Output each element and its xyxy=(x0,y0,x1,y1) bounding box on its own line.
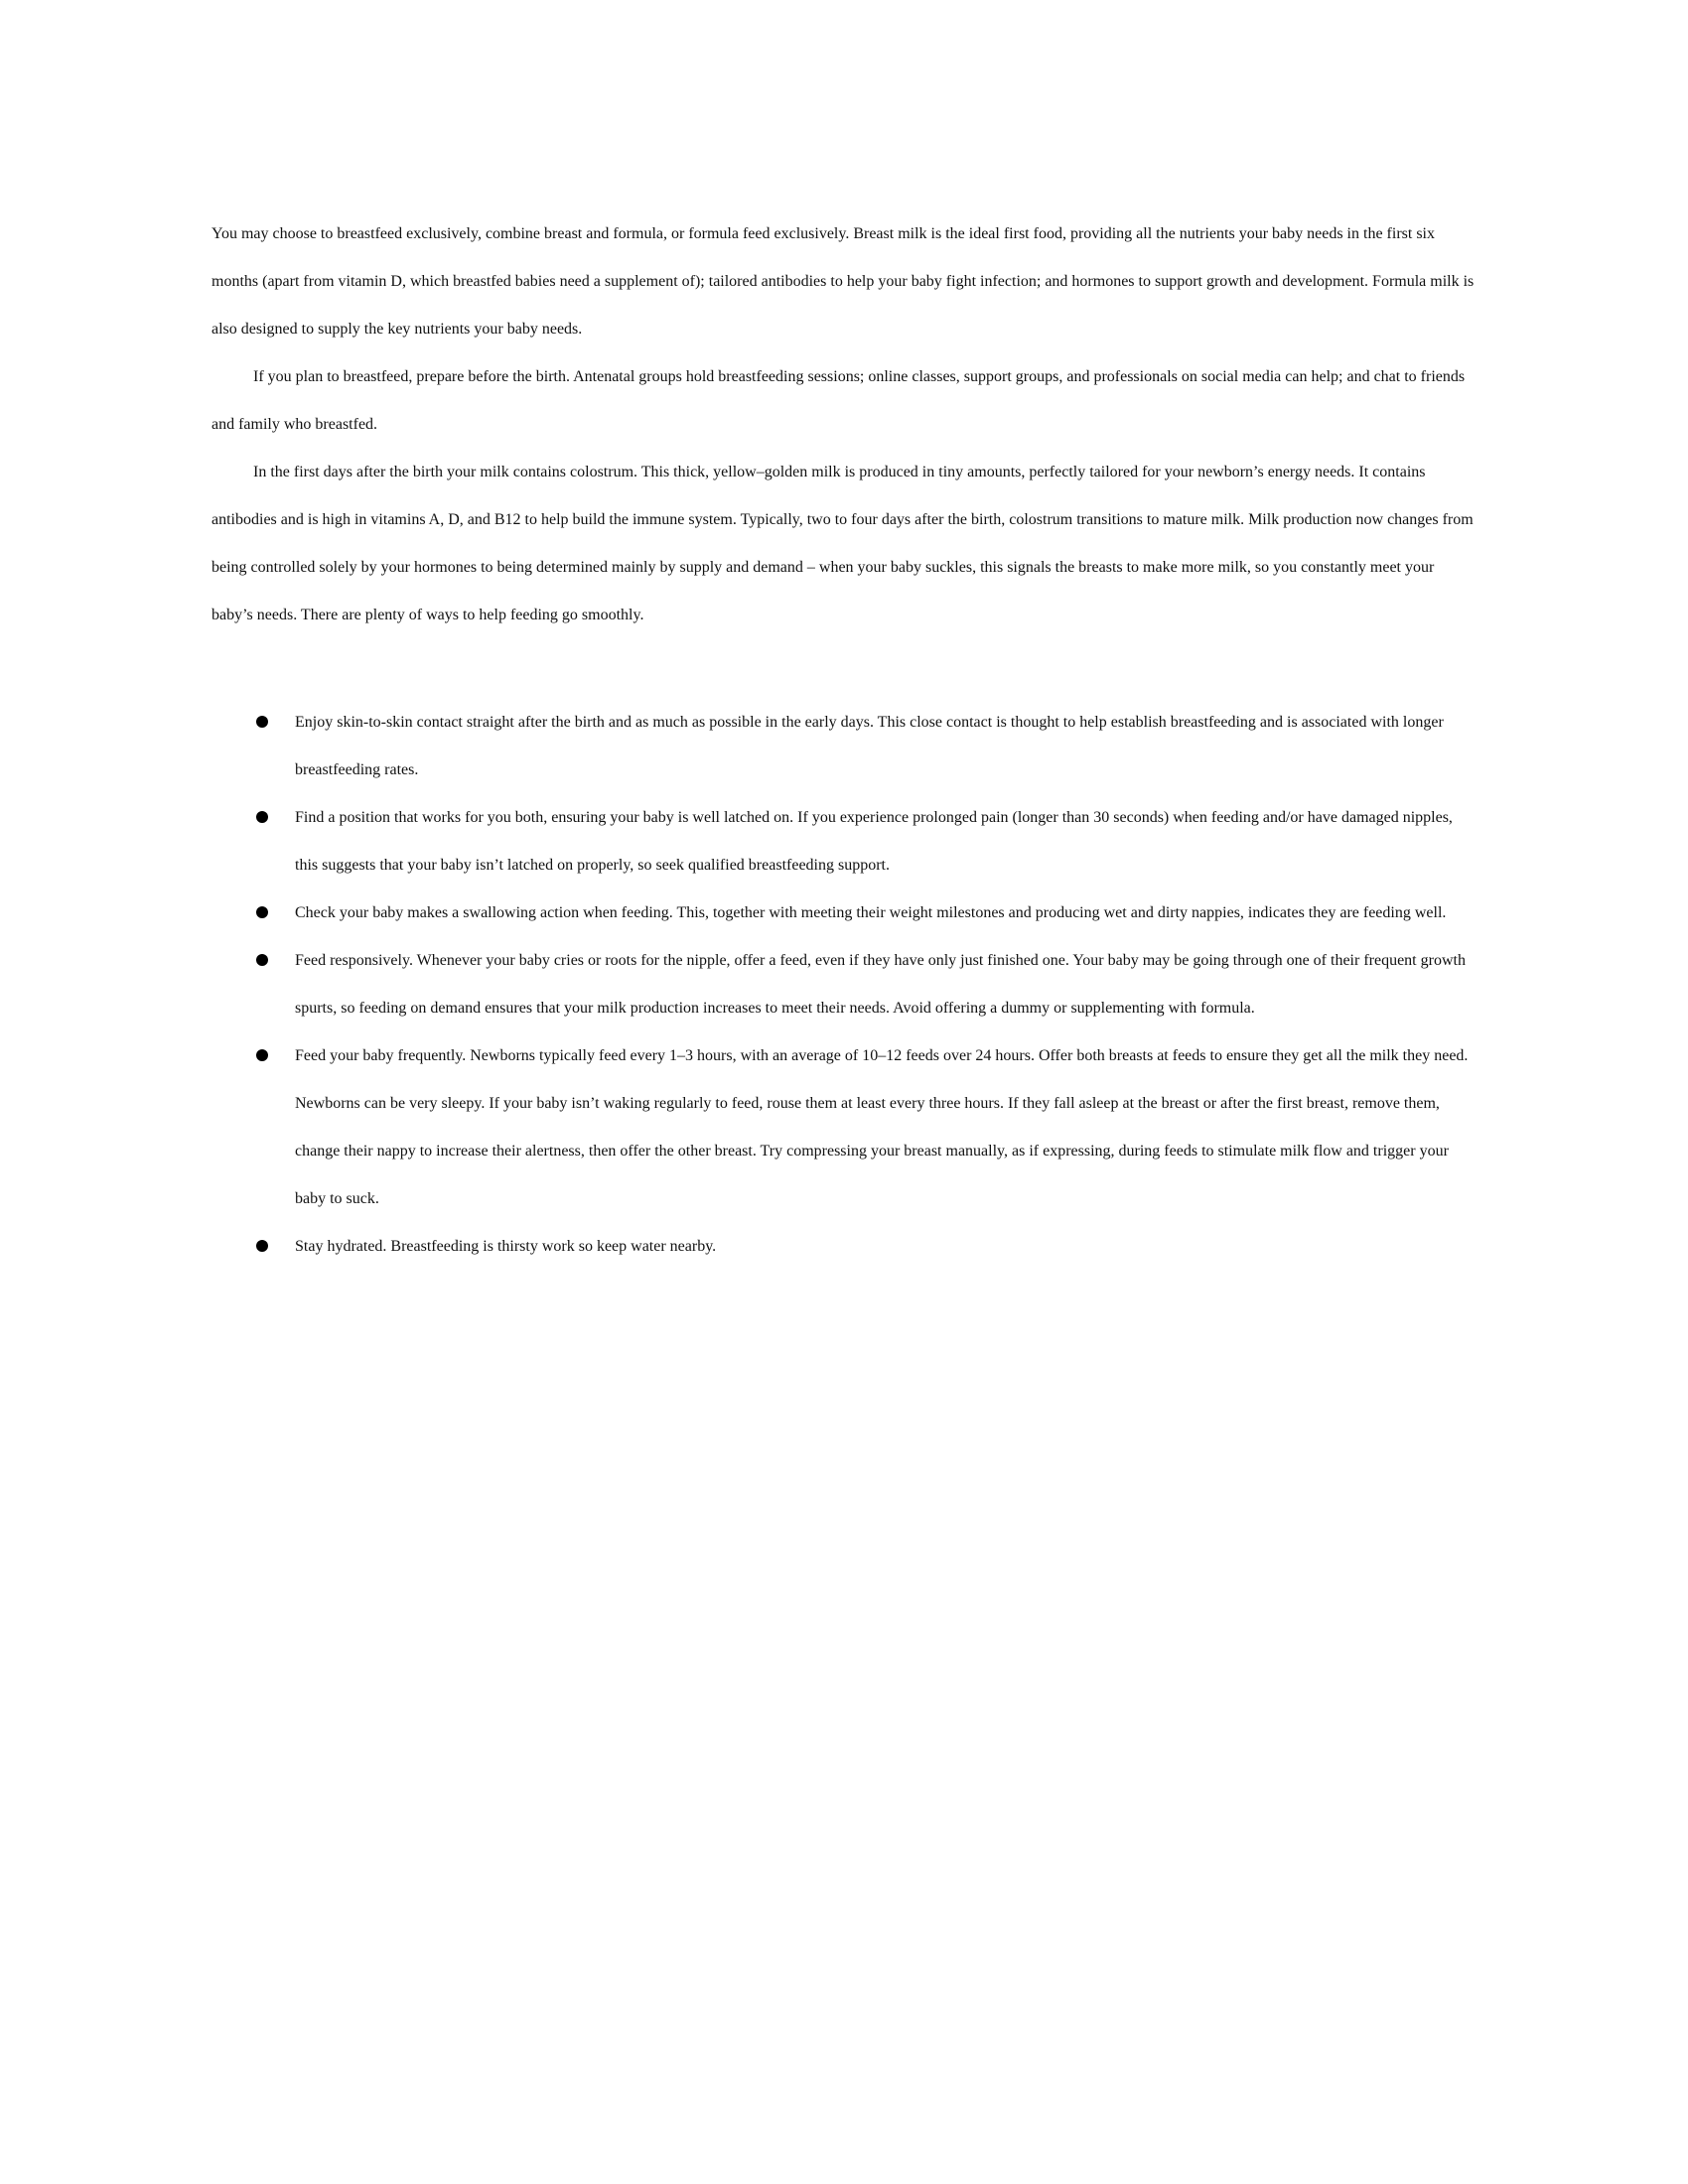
list-item xyxy=(211,794,1477,889)
bullet-icon xyxy=(256,716,268,728)
bullet-icon xyxy=(256,811,268,823)
colostrum-paragraph: In the first days after the birth your milk contains colostrum. This thick, yellow–golden milk is produced in tiny amounts, perfectly tailored for your newborn’s energy needs. It contains antibodies and is high in vitamins A, D, and B12 to help build the immune system. Typically, two to four days after the birth, colostrum transitions to mature milk. Milk production now changes from being controlled solely by your hormones to being determined mainly by supply and demand – when your baby suckles, this signals the breasts to make more milk, so you constantly meet your baby’s needs. There are plenty of ways to help feeding go smoothly. xyxy=(211,464,1474,623)
list-item-text: Feed responsively. Whenever your baby cries or roots for the nipple, offer a feed, even if they have only just finished one. Your baby may be going through one of their frequent growth spurts, so feeding on demand ensures that your milk production increases to meet their needs. Avoid offering a dummy or supplementing with formula. xyxy=(295,952,1466,1017)
preparation-paragraph: If you plan to breastfeed, prepare before the birth. Antenatal groups hold breastfeeding sessions; online classes, support groups, and professionals on social media can help; and chat to friends and family who breastfed. xyxy=(211,368,1466,433)
list-item-text: Enjoy skin-to-skin contact straight after the birth and as much as possible in the early days. This close contact is thought to help establish breastfeeding and is associated with longer breastfeeding rates. xyxy=(295,714,1444,778)
intro-paragraph: You may choose to breastfeed exclusively, combine breast and formula, or formula feed exclusively. Breast milk is the ideal first food, providing all the nutrients your baby needs in the first six months (apart from vitamin D, which breastfed babies need a supplement of); tailored antibodies to help your baby fight infection; and hormones to support growth and development. Formula milk is also designed to supply the key nutrients your baby needs. xyxy=(211,225,1475,338)
list-item-text: Find a position that works for you both, ensuring your baby is well latched on. If you experience prolonged pain (longer than 30 seconds) when feeding and/or have damaged nipples, this suggests that your baby isn’t latched on properly, so seek qualified breastfeeding support. xyxy=(295,809,1453,874)
document-body xyxy=(211,210,1477,1271)
list-item xyxy=(211,1032,1477,1223)
list-item-text: Feed your baby frequently. Newborns typically feed every 1–3 hours, with an average of 10–12 feeds over 24 hours. Offer both breasts at feeds to ensure they get all the milk they need. Newborns can be very sleepy. If your baby isn’t waking regularly to feed, rouse them at least every three hours. If they fall asleep at the breast or after the first breast, remove them, change their nappy to increase their alertness, then offer the other breast. Try compressing your breast manually, as if expressing, during feeds to stimulate milk flow and trigger your baby to suck. xyxy=(295,1047,1469,1207)
list-item xyxy=(211,889,1477,937)
list-item-text: Stay hydrated. Breastfeeding is thirsty work so keep water nearby. xyxy=(295,1238,717,1255)
list-item xyxy=(211,699,1477,794)
list-item xyxy=(211,1223,1477,1271)
bullet-icon xyxy=(256,906,268,918)
list-item xyxy=(211,937,1477,1032)
bullet-icon xyxy=(256,954,268,966)
bullet-icon xyxy=(256,1049,268,1061)
feeding-tips-list xyxy=(211,699,1477,1271)
bullet-icon xyxy=(256,1240,268,1252)
list-item-text: Check your baby makes a swallowing action when feeding. This, together with meeting their weight milestones and producing wet and dirty nappies, indicates they are feeding well. xyxy=(295,904,1447,921)
